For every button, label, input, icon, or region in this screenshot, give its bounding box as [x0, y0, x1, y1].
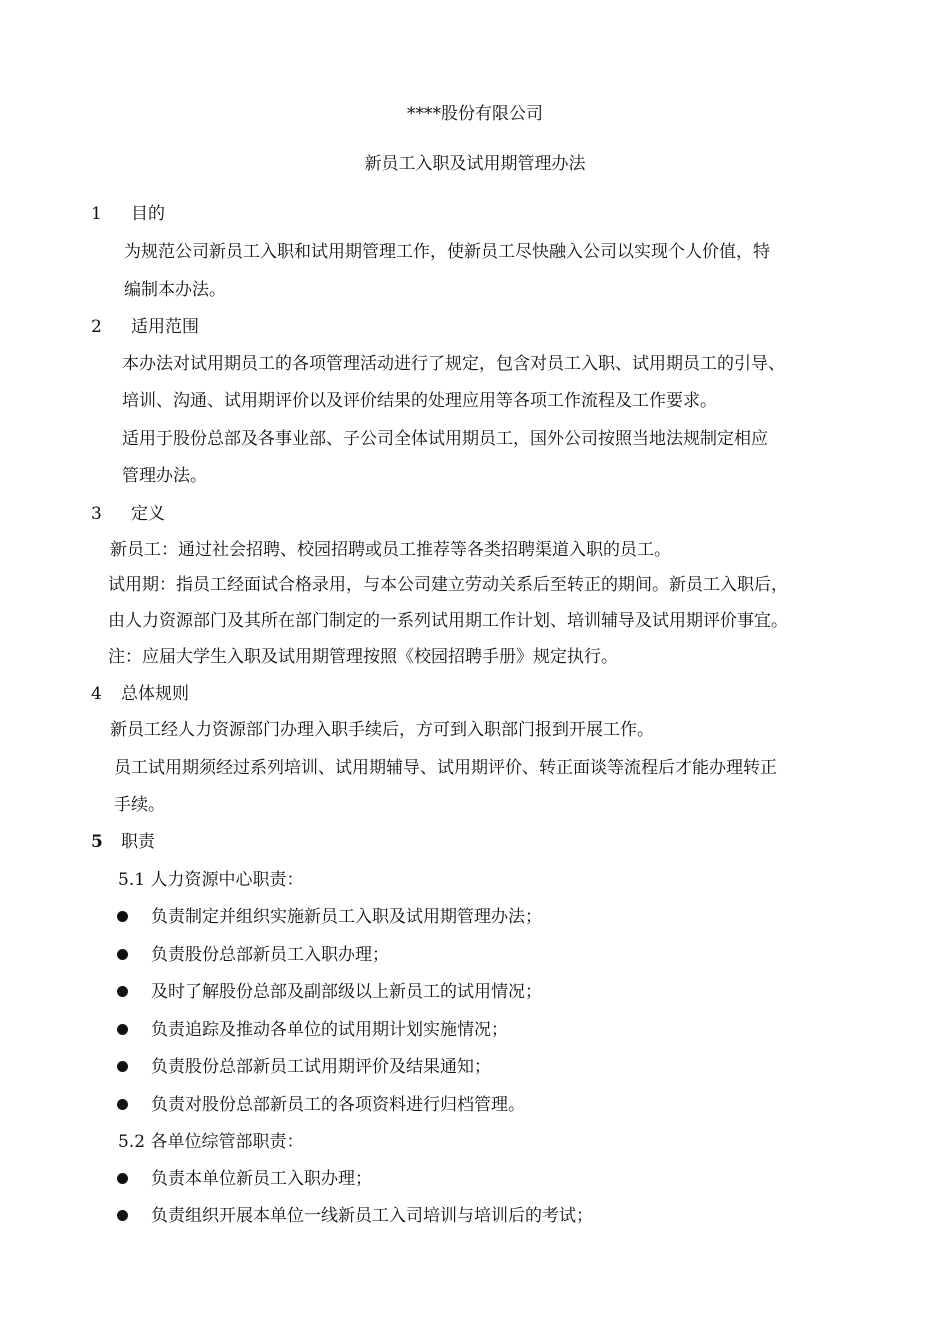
definition-probation-cont: 由人力资源部门及其所在部门制定的一系列试用期工作计划、培训辅导及试用期评价事宜。: [108, 611, 788, 631]
list-item: 负责组织开展本单位一线新员工入司培训与培训后的考试；: [151, 1206, 593, 1226]
list-item: 负责股份总部新员工入职办理；: [151, 945, 389, 965]
definition-note: 注：应届大学生入职及试用期管理按照《校园招聘手册》规定执行。: [108, 647, 618, 667]
section-4-heading: 总体规则: [121, 684, 189, 704]
bullet-icon: [117, 1099, 128, 1110]
section-2-line: 培训、沟通、试用期评价以及评价结果的处理应用等各项工作流程及工作要求。: [122, 391, 717, 411]
section-2-line: 本办法对试用期员工的各项管理活动进行了规定，包含对员工入职、试用期员工的引导、: [122, 354, 785, 374]
section-1-line: 编制本办法。: [124, 280, 226, 300]
section-5-number: 5: [91, 832, 103, 852]
subsection-5-1-heading: 5.1 人力资源中心职责：: [118, 870, 304, 890]
bullet-icon: [117, 1061, 128, 1072]
bullet-icon: [117, 949, 128, 960]
section-4-line: 手续。: [114, 795, 165, 815]
section-4-line: 新员工经人力资源部门办理入职手续后，方可到入职部门报到开展工作。: [110, 720, 654, 740]
section-3-number: 3: [91, 504, 102, 524]
bullet-icon: [117, 1173, 128, 1184]
section-2-line: 适用于股份总部及各事业部、子公司全体试用期员工，国外公司按照当地法规制定相应: [122, 429, 768, 449]
section-4-number: 4: [91, 684, 102, 704]
definition-probation: 试用期：指员工经面试合格录用，与本公司建立劳动关系后至转正的期间。新员工入职后，: [108, 575, 788, 595]
list-item: 负责股份总部新员工试用期评价及结果通知；: [151, 1057, 491, 1077]
document-title: 新员工入职及试用期管理办法: [364, 154, 586, 174]
list-item: 负责制定并组织实施新员工入职及试用期管理办法；: [151, 907, 542, 927]
section-3-heading: 定义: [131, 504, 165, 524]
section-2-number: 2: [91, 317, 102, 337]
bullet-icon: [117, 1210, 128, 1221]
section-5-heading: 职责: [121, 832, 155, 852]
list-item: 负责追踪及推动各单位的试用期计划实施情况；: [151, 1020, 508, 1040]
section-1-heading: 目的: [131, 204, 165, 224]
subsection-5-2-heading: 5.2 各单位综管部职责：: [118, 1132, 304, 1152]
definition-new-employee: 新员工：通过社会招聘、校园招聘或员工推荐等各类招聘渠道入职的员工。: [110, 540, 671, 560]
section-1-number: 1: [91, 204, 102, 224]
bullet-icon: [117, 986, 128, 997]
bullet-icon: [117, 1024, 128, 1035]
section-2-heading: 适用范围: [131, 317, 199, 337]
list-item: 负责对股份总部新员工的各项资料进行归档管理。: [151, 1095, 525, 1115]
section-4-line: 员工试用期须经过系列培训、试用期辅导、试用期评价、转正面谈等流程后才能办理转正: [114, 758, 777, 778]
company-name: ****股份有限公司: [407, 104, 543, 124]
bullet-icon: [117, 911, 128, 922]
list-item: 负责本单位新员工入职办理；: [151, 1169, 372, 1189]
list-item: 及时了解股份总部及副部级以上新员工的试用情况；: [151, 982, 542, 1002]
section-2-line: 管理办法。: [122, 466, 207, 486]
section-1-line: 为规范公司新员工入职和试用期管理工作，使新员工尽快融入公司以实现个人价值，特: [124, 242, 770, 262]
